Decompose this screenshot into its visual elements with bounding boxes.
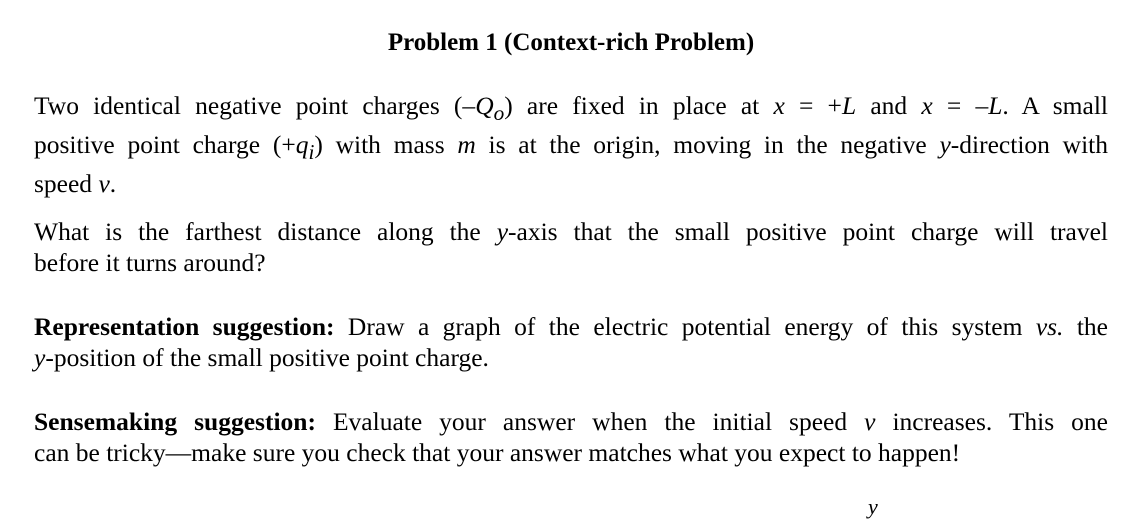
statement-line-2: positive point charge $(+q_i)$ with mass m is at the origin, moving in the negative y-direction with: [34, 130, 1108, 165]
sensemaking-label: Sensemaking suggestion:: [34, 407, 316, 436]
statement-line-1: Two identical negative point charges $(-Q_o)$ are fixed in place at x = +L and x = –L. A small: [34, 91, 1109, 126]
problem-title: Problem 1 (Context-rich Problem): [387, 29, 755, 56]
representation-line-1: Representation suggestion: Draw a graph of the electric potential energy of this system vs. the: [34, 312, 1108, 341]
problem-statement-paragraph: [34, 90, 1108, 199]
sensemaking-line-1: Sensemaking suggestion: Evaluate your answer when the initial speed v increases. This one: [34, 407, 1108, 436]
sensemaking-line-2: can be tricky—make sure you check that your answer matches what you expect to happen!: [34, 438, 961, 467]
statement-line-3: speed v.: [34, 169, 117, 199]
representation-suggestion-paragraph: [34, 311, 1108, 373]
question-line-1: What is the farthest distance along the y-axis that the small positive point charge will travel: [34, 217, 1108, 246]
representation-line-2: y-position of the small positive point charge.: [34, 343, 489, 372]
question-line-2: before it turns around?: [34, 248, 266, 277]
representation-label: Representation suggestion:: [34, 312, 335, 341]
question-paragraph: [34, 216, 1108, 278]
sensemaking-suggestion-paragraph: [34, 406, 1108, 468]
cutoff-text-fragment: y: [868, 494, 878, 519]
